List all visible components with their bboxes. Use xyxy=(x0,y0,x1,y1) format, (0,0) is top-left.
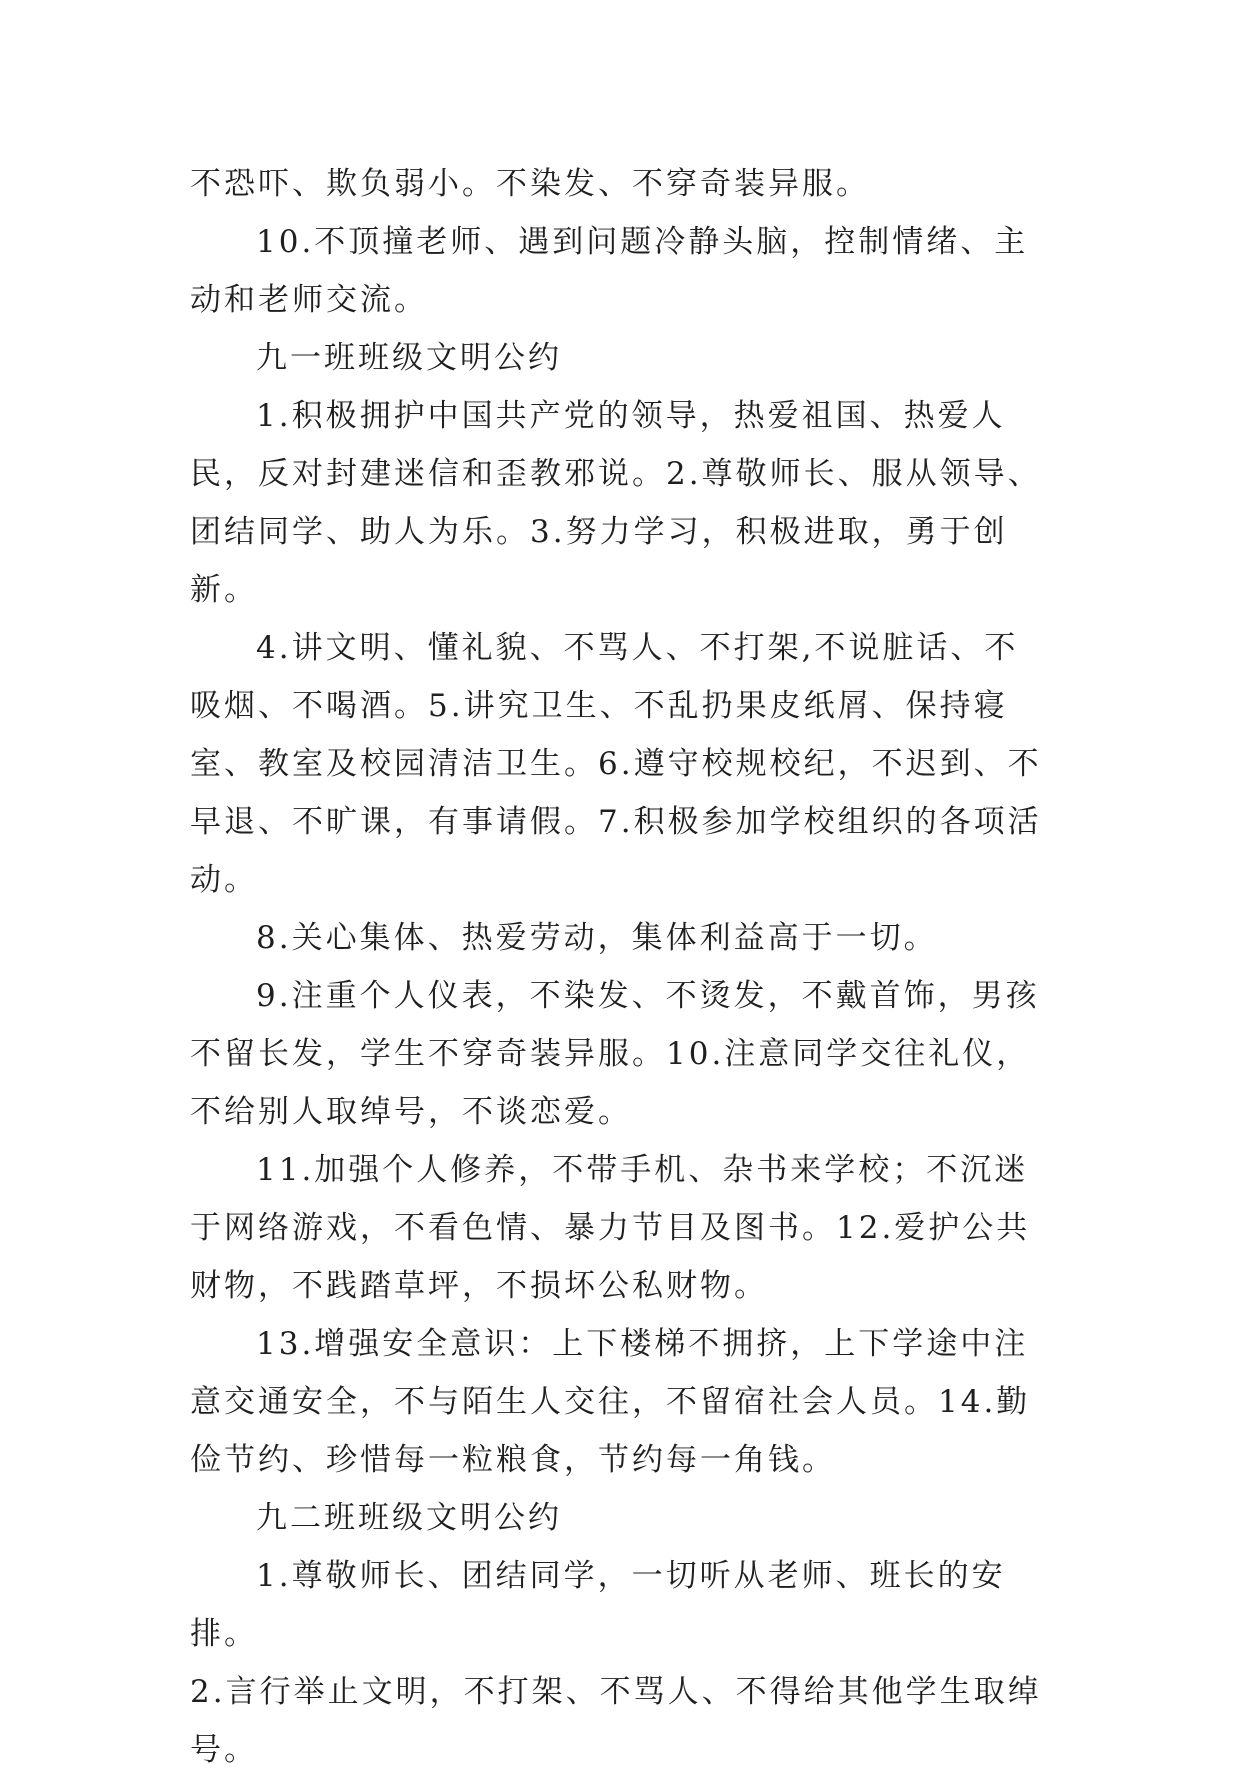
paragraph-rules-13-14: 13.增强安全意识：上下楼梯不拥挤，上下学途中注意交通安全，不与陌生人交往，不留宿社会人员。14.勤俭节约、珍惜每一粒粮食，节约每一角钱。 xyxy=(190,1326,1031,1478)
section-heading-class-9-2: 九二班班级文明公约 xyxy=(256,1500,562,1536)
paragraph-rule-2: 2.言行举止文明，不打架、不骂人、不得给其他学生取绰号。 xyxy=(190,1674,1042,1768)
paragraph-continuation: 不恐吓、欺负弱小。不染发、不穿奇装异服。 xyxy=(190,166,870,202)
paragraph-rules-11-12: 11.加强个人修养，不带手机、杂书来学校；不沉迷于网络游戏，不看色情、暴力节目及图书。12.爱护公共财物，不践踏草坪，不损坏公私财物。 xyxy=(190,1152,1031,1304)
paragraph-rule-8: 8.关心集体、热爱劳动，集体利益高于一切。 xyxy=(256,920,938,956)
paragraph-rules-9-10: 9.注重个人仪表，不染发、不烫发，不戴首饰，男孩不留长发，学生不穿奇装异服。10.注意同学交往礼仪，不给别人取绰号，不谈恋爱。 xyxy=(190,978,1040,1130)
paragraph-rule-1: 1.尊敬师长、团结同学，一切听从老师、班长的安排。 xyxy=(190,1558,1006,1652)
paragraph-rules-4-7: 4.讲文明、懂礼貌、不骂人、不打架,不说脏话、不吸烟、不喝酒。5.讲究卫生、不乱扔果皮纸屑、保持寝室、教室及校园清洁卫生。6.遵守校规校纪，不迟到、不早退、不旷课，有事请假。7.积极参加学校组织的各项活动。 xyxy=(190,630,1042,898)
paragraph-rule-10: 10.不顶撞老师、遇到问题冷静头脑，控制情绪、主动和老师交流。 xyxy=(190,224,1029,318)
section-heading-class-9-1: 九一班班级文明公约 xyxy=(256,340,562,376)
document-body xyxy=(190,155,1052,1779)
paragraph-rules-1-3: 1.积极拥护中国共产党的领导，热爱祖国、热爱人民，反对封建迷信和歪教邪说。2.尊敬师长、服从领导、团结同学、助人为乐。3.努力学习，积极进取，勇于创新。 xyxy=(190,398,1042,608)
